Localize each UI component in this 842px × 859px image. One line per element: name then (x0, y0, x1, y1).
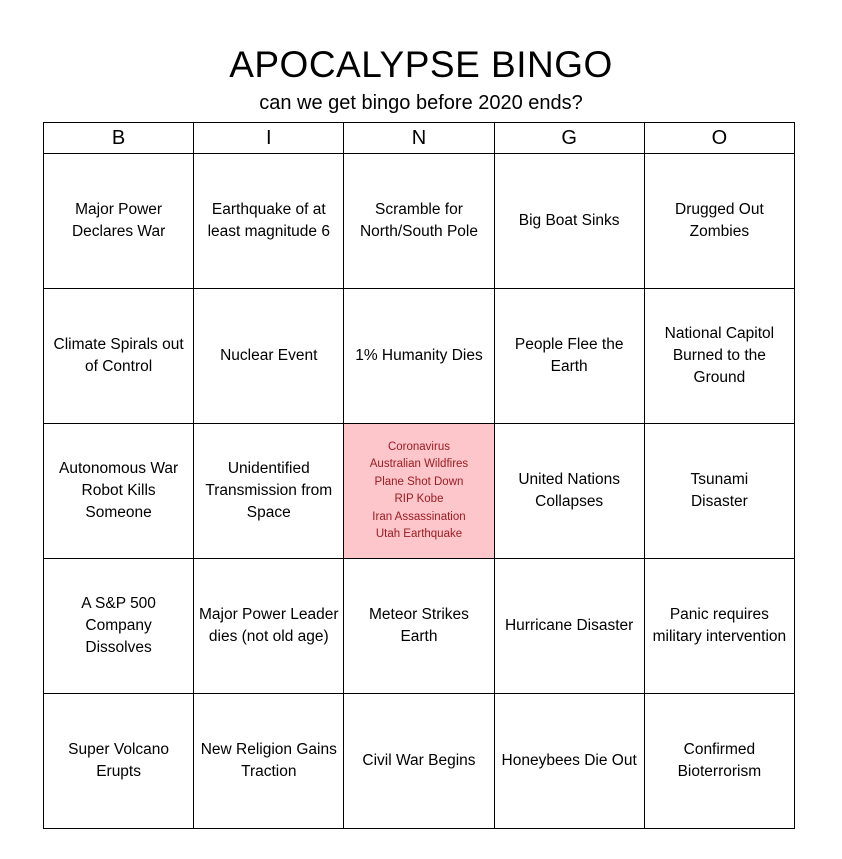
cell-text: Unidentified Transmission from Space (205, 460, 333, 521)
bingo-cell (44, 154, 194, 289)
cell-text: Super Volcano Erupts (68, 741, 169, 780)
column-header-b: B (44, 123, 194, 154)
cell-text: Civil War Begins (362, 752, 476, 769)
bingo-cell (494, 559, 644, 694)
cell-text: Nuclear Event (220, 347, 318, 364)
cell-text: Autonomous War Robot Kills Someone (59, 460, 179, 521)
bingo-cell (494, 154, 644, 289)
bingo-cell (644, 154, 794, 289)
bingo-row (44, 424, 795, 559)
bingo-cell (194, 694, 344, 829)
bingo-cell (194, 424, 344, 559)
header-row (44, 123, 795, 154)
page-title: APOCALYPSE BINGO (229, 44, 613, 85)
bingo-board (43, 122, 795, 829)
cell-text: A S&P 500 Company Dissolves (81, 595, 156, 656)
bingo-row (44, 559, 795, 694)
cell-text: Confirmed Bioterrorism (677, 741, 762, 780)
bingo-cell (344, 154, 494, 289)
bingo-cell (44, 289, 194, 424)
cell-text: People Flee the Earth (514, 336, 624, 375)
cell-text: Panic requires military intervention (652, 606, 787, 645)
column-header-o: O (644, 123, 794, 154)
bingo-cell (494, 694, 644, 829)
bingo-cell (644, 694, 794, 829)
cell-text: National Capitol Burned to the Ground (664, 325, 775, 386)
cell-text: New Religion Gains Traction (200, 741, 337, 780)
bingo-cell (644, 289, 794, 424)
cell-text: Meteor Strikes Earth (369, 606, 469, 645)
cell-text: Big Boat Sinks (518, 212, 620, 229)
column-header-g: G (494, 123, 644, 154)
bingo-cell (644, 559, 794, 694)
column-header-n: N (344, 123, 494, 154)
cell-text: Scramble for North/South Pole (359, 201, 478, 240)
bingo-cell (644, 424, 794, 559)
bingo-cell (194, 559, 344, 694)
cell-text: Hurricane Disaster (504, 617, 634, 634)
bingo-cell (494, 424, 644, 559)
bingo-cell (194, 154, 344, 289)
cell-text: United Nations Collapses (518, 471, 620, 510)
bingo-row (44, 289, 795, 424)
bingo-cell (44, 559, 194, 694)
page-subtitle: can we get bingo before 2020 ends? (259, 92, 583, 114)
cell-text: Major Power Declares War (71, 201, 166, 240)
bingo-cell (494, 289, 644, 424)
cell-text: Earthquake of at least magnitude 6 (207, 201, 330, 240)
bingo-cell (344, 694, 494, 829)
bingo-cell (44, 694, 194, 829)
cell-text: 1% Humanity Dies (355, 347, 483, 364)
bingo-row (44, 694, 795, 829)
free-space-text: Coronavirus Australian Wildfires Plane Shot Down RIP Kobe Iran Assassination Utah Earthquake (369, 440, 469, 540)
bingo-cell (194, 289, 344, 424)
column-header-i: I (194, 123, 344, 154)
cell-text: Drugged Out Zombies (675, 201, 764, 240)
cell-text: Honeybees Die Out (501, 752, 637, 769)
bingo-cell (344, 559, 494, 694)
cell-text: Climate Spirals out of Control (53, 336, 184, 375)
free-space-cell (344, 424, 494, 559)
bingo-cell (344, 289, 494, 424)
bingo-row (44, 154, 795, 289)
bingo-cell (44, 424, 194, 559)
cell-text: Major Power Leader dies (not old age) (198, 606, 339, 645)
cell-text: Tsunami Disaster (690, 471, 749, 510)
